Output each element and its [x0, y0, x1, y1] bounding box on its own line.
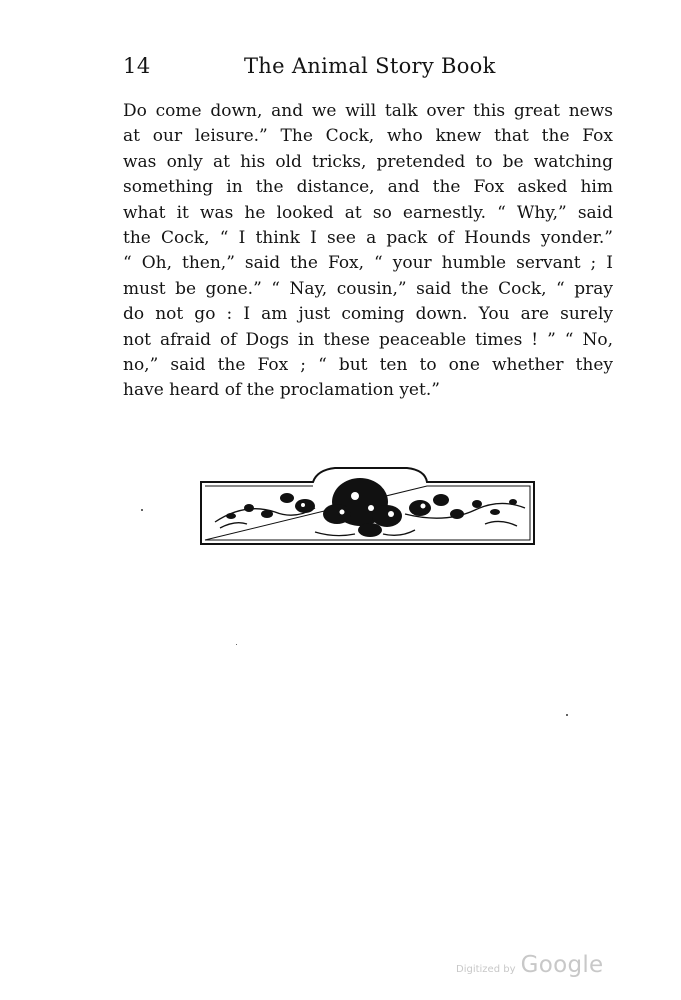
- text-line: “ Oh, then,” said the Fox, “ your humble servant ; I: [123, 253, 613, 274]
- digitized-by-google-watermark: [456, 952, 604, 978]
- page-number: 14: [123, 54, 151, 78]
- running-title: The Animal Story Book: [244, 54, 496, 78]
- text-line: must be gone.” “ Nay, cousin,” said the Cock, “ pray: [123, 278, 613, 299]
- text-line: what it was he looked at so earnestly. “ Why,” said: [123, 202, 613, 223]
- text-line: do not go : I am just coming down. You are surely: [123, 304, 613, 325]
- text-line: no,” said the Fox ; “ but ten to one whether they: [123, 354, 613, 375]
- body-text: [123, 99, 613, 404]
- ink-speck: [236, 644, 237, 645]
- floral-tailpiece-ornament: [195, 462, 540, 552]
- ink-speck: [566, 714, 568, 716]
- google-logo-text: Google: [520, 952, 604, 978]
- text-line: was only at his old tricks, pretended to be watching: [123, 151, 613, 172]
- text-line: something in the distance, and the Fox asked him: [123, 177, 613, 198]
- text-line: the Cock, “ I think I see a pack of Hounds yonder.”: [123, 227, 613, 248]
- text-line: have heard of the proclamation yet.”: [123, 380, 440, 401]
- text-line: Do come down, and we will talk over this great news: [123, 101, 613, 121]
- text-line: at our leisure.” The Cock, who knew that the Fox: [123, 126, 613, 147]
- text-line: not afraid of Dogs in these peaceable times ! ” “ No,: [123, 329, 613, 350]
- ink-speck: [141, 509, 143, 511]
- watermark-prefix: Digitized by: [456, 964, 516, 975]
